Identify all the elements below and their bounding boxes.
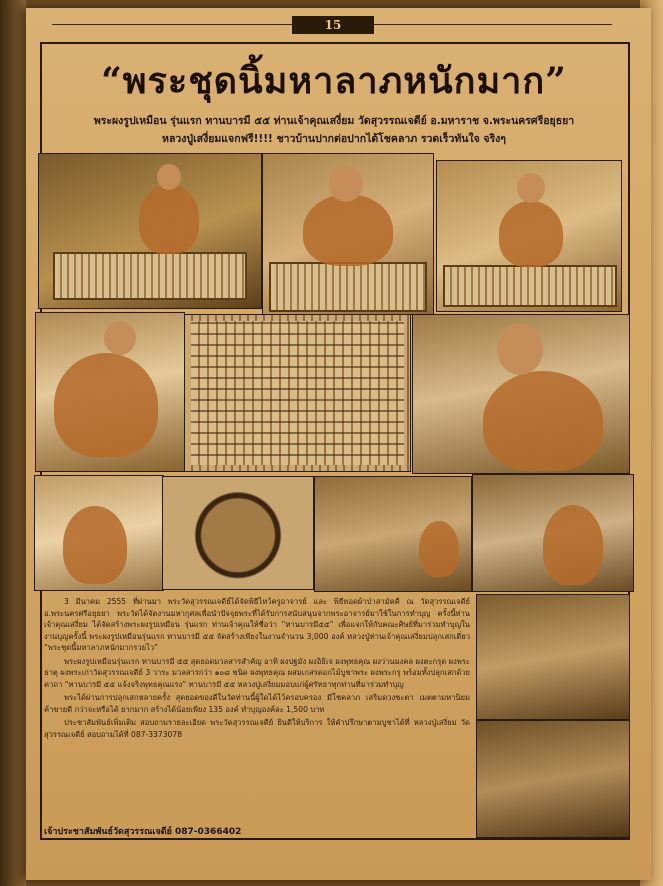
amulet-tray (443, 265, 617, 307)
amulet-rows (191, 321, 404, 465)
monk-figure (483, 371, 603, 471)
monk-figure (303, 194, 393, 266)
photo-monk-portrait (412, 314, 630, 474)
amulet-tray (53, 252, 247, 300)
body-paragraph: ประชาสัมพันธ์เพิ่มเติม สอบถามรายละเอียด พระวัดสุวรรณเจดีย์ ยินดีให้บริการ ให้คำปรึกษาตามบูชาได้ที่ หลวงปู่เสงี่ยม วัดสุวรรณเจดีย์ สอบถามได้ที่ 087-3373078 (44, 718, 470, 739)
photo-ceremony-hall (314, 476, 472, 592)
previous-page-edge (0, 0, 26, 886)
monk-head (329, 166, 363, 202)
body-paragraph: 3 มีนาคม 2555 ที่ผ่านมา พระวัดสุวรรณเจดีย์ได้จัดพิธีไหว้ครูอาจารย์ และ พิธีทอดผ้าป่าสามัคคี ณ วัดสุวรรณเจดีย์ อ.พระนครศรีอยุธยา พระวัดได้จัดงานมหากุศลเพื่อนำปัจจุยพระที่ได้รับการสนับสนุนจากพระอาจารย์มาใช้ในการทำบุญ ครั้งนี้ท่านเจ้าคุณเสงี่ยม ได้จัดสร้างพระผงรูปเหมือน รุ่นแรก ท่านเจ้าคุณให้ชื่อว่า “ทานบารมี๕๕” เพื่อแจกให้กับคณะศิษย์ที่มาร่วมทำบุญในงานบุญครั้งนี้ พระผงรูปเหมือนรุ่นแรก ทานบารมี ๕๕ จัดสร้างเพียงในงานจำนวน 3,000 องค์ หลวงปู่ท่านเจ้าคุณเสงี่ยมปลุกเสกเดี่ยว “พระชุดนี้มหาลาภหนักมากรวยไว” (44, 597, 470, 652)
subheadline-line-2: หลวงปู่เสงี่ยมแจกฟรี!!!! ชาวบ้านปากต่อปากได้โชคลาภ รวดเร็วทันใจ จริงๆ (162, 133, 506, 145)
photo-monk-blessing-amulets (38, 153, 262, 309)
photo-monk-at-table (472, 474, 634, 592)
page-number: 15 (292, 16, 374, 34)
monk-figure (54, 353, 158, 457)
body-paragraph: พระได้ผ่านการปลุกเสกหลายครั้ง สุดยอดของดีในวัดท่านนี้ผู้ใดได้ไว้ครอบครอง มีโชคลาภ เสริมดวงชะตา เมตตามหานิยม ค้าขายดี กว่าจะหรือได้ ยากมาก สร้างได้น้อยเพียง 135 องค์ ทำบุญองค์ละ 1,500 บาท (44, 693, 470, 714)
monk-figure (63, 506, 127, 584)
monk-figure (139, 184, 199, 254)
monk-head (517, 173, 545, 203)
amulet-tray (269, 262, 427, 312)
monk-figure (543, 505, 603, 585)
photo-monk-holding-amulets (35, 312, 185, 472)
monk-figure (419, 521, 459, 577)
article-body (44, 596, 470, 800)
monk-head (157, 164, 181, 190)
headline: “พระชุดนิ้มหาลาภหนักมาก” (101, 60, 567, 102)
subheadline-line-1: พระผงรูปเหมือน รุ่นแรก ทานบารมี ๕๕ ท่านเจ้าคุณเสงี่ยม วัดสุวรรณเจดีย์ อ.มหาราช จ.พระนครศรีอยุธยา (93, 115, 575, 127)
body-paragraph: พระผงรูปเหมือนรุ่นแรก ทานบารมี ๕๕ สุดยอดมวลสารสำคัญ อาทิ ผงปฐมัง ผงอิธิเจ ผงพุทธคุณ ผงว่านมงคล ผงตะกรุด ผงพระธาตุ ผงพระเก่าวัดสุวรรณเจดีย์ 3 วาระ มวลสารกว่า ๑๐๘ ชนิด ผงพุทธคุณ ผสมเกสรดอกไม้บูชาพระ ผงพระกรุ พร้อมทั้งปลุกเสกด้วยคาถา “ทานบารมี ๕๕ แจ้งจริงพุทธคุณแรง” ทานบารมี ๕๕ หลวงปู่เสงี่ยมมอบแก่ผู้ศรัทธาทุกท่านที่มาร่วมทำบุญ (44, 656, 470, 689)
monk-figure (499, 201, 563, 267)
photo-amulet-tray-round (162, 476, 314, 590)
monk-head (497, 323, 543, 375)
photo-monk-seated (436, 160, 622, 312)
monk-head (104, 321, 136, 355)
photo-amulet-closeup (184, 314, 411, 472)
photo-monk-touching-amulets (262, 153, 434, 315)
photo-crowd-ceremony (476, 720, 630, 838)
photo-ceremony-offerings (476, 594, 630, 720)
contact-line: เจ้าประชาสัมพันธ์วัดสุวรรณเจดีย์ 087-0366402 (44, 827, 242, 837)
photo-monk-statue (34, 475, 164, 591)
